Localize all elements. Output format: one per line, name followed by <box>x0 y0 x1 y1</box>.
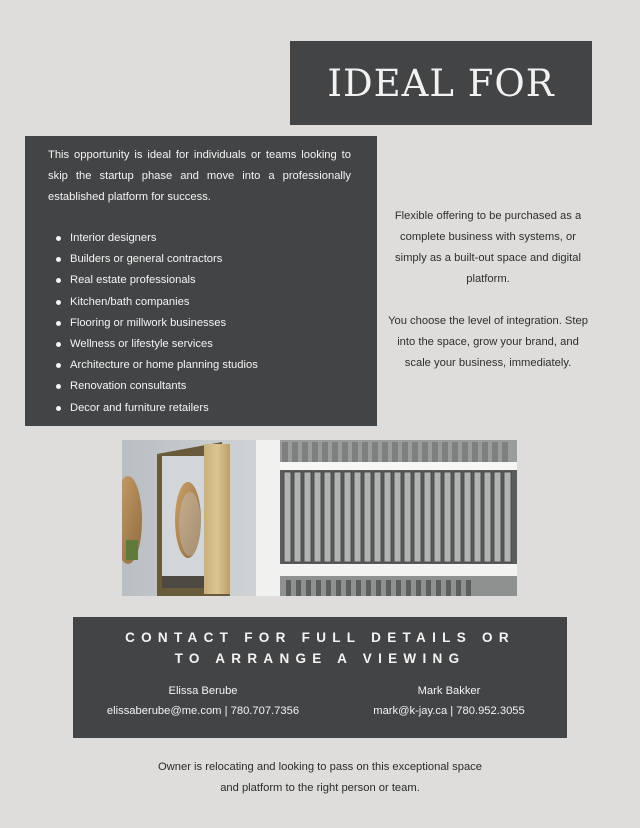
contact-name: Mark Bakker <box>417 685 481 697</box>
list-item: Flooring or millwork businesses <box>70 313 351 334</box>
title-banner <box>290 41 592 125</box>
offering-text <box>383 206 593 374</box>
audience-panel <box>25 136 377 426</box>
list-item: Kitchen/bath companies <box>70 292 351 313</box>
list-item: Architecture or home planning studios <box>70 355 351 376</box>
contact-heading-line: TO ARRANGE A VIEWING <box>174 651 466 666</box>
intro-text: This opportunity is ideal for individuals or teams looking to skip the startup phase and move into a professionally established platform for success. <box>48 149 351 203</box>
contact-name: Elissa Berube <box>168 685 238 697</box>
contact-heading <box>73 627 567 669</box>
contact-panel <box>73 617 567 738</box>
integration-paragraph: You choose the level of integration. Step into the space, grow your brand, and scale your business, immediately. <box>388 315 588 369</box>
contact-details[interactable]: mark@k-jay.ca | 780.952.3055 <box>373 705 525 717</box>
list-item: Renovation consultants <box>70 376 351 397</box>
list-item: Wellness or lifestyle services <box>70 334 351 355</box>
list-item: Builders or general contractors <box>70 249 351 270</box>
contact-details[interactable]: elissaberube@me.com | 780.707.7356 <box>106 705 300 717</box>
interior-photo <box>122 440 517 596</box>
contact-person <box>103 681 303 721</box>
list-item: Decor and furniture retailers <box>70 398 351 419</box>
page-title: IDEAL FOR <box>327 61 555 105</box>
contact-heading-line: CONTACT FOR FULL DETAILS OR <box>125 630 515 645</box>
footer-note: Owner is relocating and looking to pass on this exceptional space and platform to the right person or team. <box>157 761 482 794</box>
list-item: Interior designers <box>70 228 351 249</box>
list-item: Real estate professionals <box>70 270 351 291</box>
offering-paragraph: Flexible offering to be purchased as a complete business with systems, or simply as a built-out space and digital platform. <box>394 210 582 285</box>
audience-list <box>48 228 351 419</box>
contact-person <box>349 681 549 721</box>
